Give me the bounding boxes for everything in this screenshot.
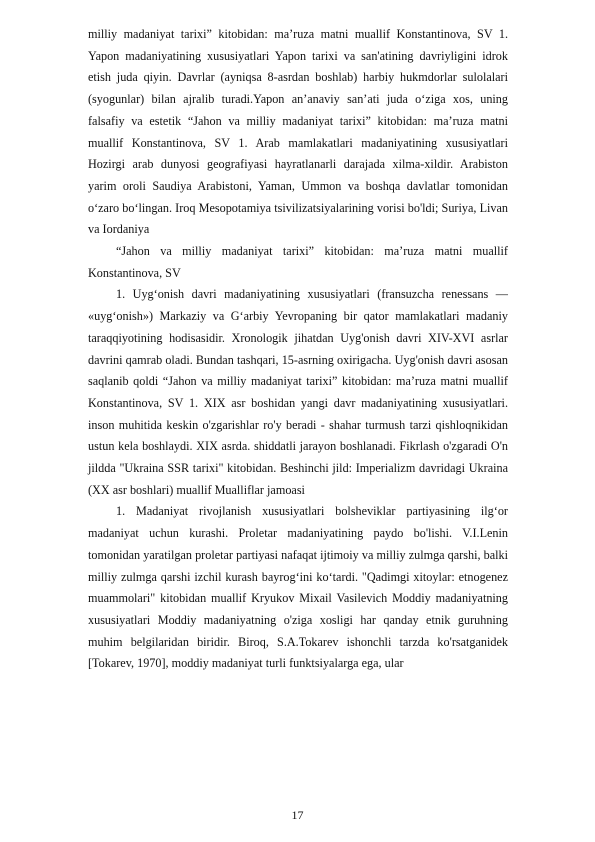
- document-body: [88, 24, 508, 675]
- paragraph-3: 1. Uyg‘onish davri madaniyatining xususiyatlari (fransuzcha renessans — «uyg‘onish») Markaziy va G‘arbiy Yevropaning bir qator mamlakatlari madaniy taraqqiyotining hodisasidir. Xronologik jihatdan Uyg'onish davri XIV-XVI asrlar davrini qamrab oladi. Bundan tashqari, 15-asrning oxirigacha. Uyg'onish davri asosan saqlanib qoldi “Jahon va milliy madaniyat tarixi” kitobidan: ma’ruza matni muallif Konstantinova, SV 1. XIX asr boshidan yangi davr madaniyatining xususiyatlari. inson muhitida keskin o'zgarishlar ro'y beradi - shahar turmush tarzi qishloqnikidan ustun kela boshlaydi. XIX asrda. shiddatli jarayon boshlanadi. Fikrlash o'zgaradi O'n jildda "Ukraina SSR tarixi" kitobidan. Beshinchi jild: Imperializm davridagi Ukraina (XX asr boshlari) muallif Mualliflar jamoasi: [88, 287, 508, 497]
- paragraph-4: 1. Madaniyat rivojlanish xususiyatlari bolsheviklar partiyasining ilg‘or madaniyat uchun kurashi. Proletar madaniyatining paydo bo'lishi. V.I.Lenin tomonidan yaratilgan proletar partiyasi nafaqat ijtimoiy va milliy zulmga qarshi, balki milliy zulmga qarshi izchil kurash bayrog‘ini ko‘tardi. "Qadimgi xitoylar: etnogenez muammolari" kitobidan muallif Kryukov Mixail Vasilevich Moddiy madaniyatning xususiyatlari Moddiy madaniyatning o'ziga xosligi har qanday etnik guruhning muhim belgilaridan biridir. Biroq, S.A.Tokarev ishonchli tarzda ko'rsatganidek [Tokarev, 1970], moddiy madaniyat turli funktsiyalarga ega, ular: [88, 504, 508, 671]
- page-number: 17: [291, 808, 304, 822]
- paragraph-2: “Jahon va milliy madaniyat tarixi” kitobidan: ma’ruza matni muallif Konstantinova, SV: [88, 244, 508, 280]
- paragraph-1: milliy madaniyat tarixi” kitobidan: ma’ruza matni muallif Konstantinova, SV 1. Yapon madaniyatining xususiyatlari Yapon tarixi va san'atining davriyligini idrok etish juda qiyin. Davrlar (ayniqsa 8-asrdan boshlab) harbiy hukmdorlar sulolalari (syogunlar) bilan ajralib turadi.Yapon an’anaviy san’ati juda o‘ziga xos, uning falsafiy va estetik “Jahon va milliy madaniyat tarixi” kitobidan: ma’ruza matni muallif Konstantinova, SV 1. Arab mamlakatlari madaniyatining xususiyatlari Hozirgi arab dunyosi geografiyasi hayratlanarli darajada xilma-xildir. Arabiston yarim oroli Saudiya Arabistoni, Yaman, Ummon va boshqa davlatlar tomonidan o‘zaro bo‘lingan. Iroq Mesopotamiya tsivilizatsiyalarining vorisi bo'ldi; Suriya, Livan va Iordaniya: [88, 27, 508, 237]
